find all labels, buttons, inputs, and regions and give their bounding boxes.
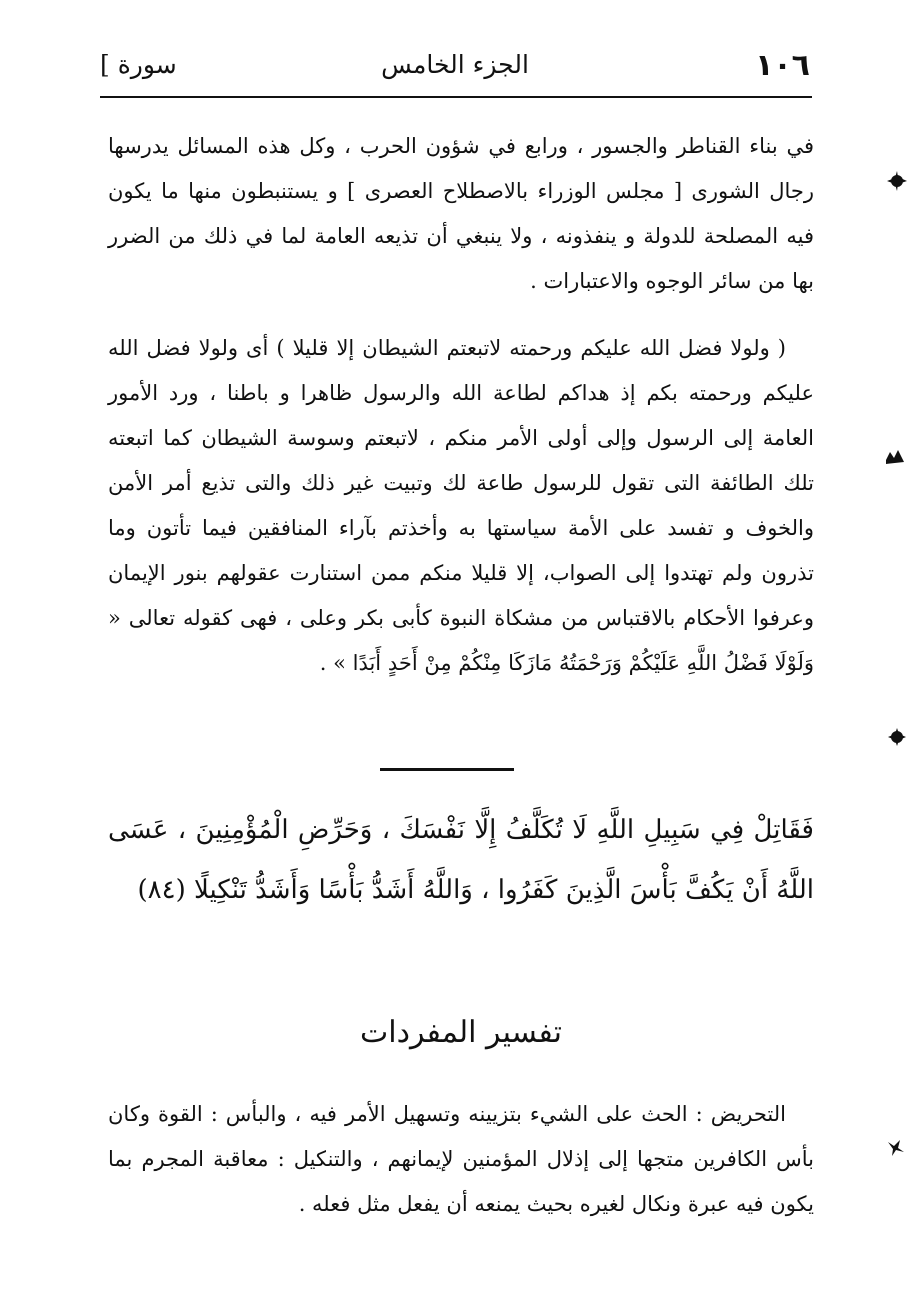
section-heading: تفسير المفردات (360, 1015, 562, 1050)
quran-verse-84: فَقَاتِلْ فِي سَبِيلِ اللَّهِ لَا تُكَلَّفُ إِلَّا نَفْسَكَ ، وَحَرِّضِ الْمُؤْمِنِينَ ، عَسَى اللَّهُ أَنْ يَكُفَّ بَأْسَ الَّذِينَ كَفَرُوا ، وَاللَّهُ أَشَدُّ بَأْسًا وَأَشَدُّ تَنْكِيلًا (٨٤) (108, 815, 814, 905)
ink-blot-mark (884, 446, 906, 468)
page-header (100, 40, 810, 90)
paragraph-commentary-2: ( ولولا فضل الله عليكم ورحمته لاتبعتم الشيطان إلا قليلا ) أى ولولا فضل الله عليكم ورحمته بكم إذ هداكم لطاعة الله والرسول ظاهرا و باطنا ، ورد الأمور العامة إلى الرسول وإلى أولى الأمر منكم ، لاتبعتم وسوسة الشيطان كما اتبعته تلك الطائفة التى تقول للرسول طاعة لك وتبيت غير ذلك والتى تذيع أمر الأمن والخوف و تفسد على الأمة سياستها به وأخذتم بآراء المنافقين فيما تأتون وما تذرون ولم تهتدوا إلى الصواب، إلا قليلا منكم ممن استنارت عقولهم بنور الإيمان وعرفوا الأحكام بالاقتباس من مشكاة النبوة كأبى بكر وعلى ، فهى كقوله تعالى « وَلَوْلَا فَضْلُ اللَّهِ عَلَيْكُمْ وَرَحْمَتُهُ مَازَكَا مِنْكُمْ مِنْ أَحَدٍ أَبَدًا » . (108, 336, 814, 675)
header-rule (100, 96, 812, 98)
paragraph-commentary-1: في بناء القناطر والجسور ، ورابع في شؤون الحرب ، وكل هذه المسائل يدرسها رجال الشورى [ مجلس الوزراء بالاصطلاح العصرى ] و يستنبطون منها ما يكون فيه المصلحة للدولة و ينفذونه ، ولا ينبغي أن تذيعه العامة لما في ذلك من الضرر بها من سائر الوجوه والاعتبارات . (108, 134, 814, 293)
ink-blot-mark (886, 170, 908, 192)
section-divider (380, 768, 514, 771)
surah-label: سورة ] (100, 50, 177, 79)
running-title: الجزء الخامس (381, 50, 529, 79)
paragraph-vocabulary: التحريض : الحث على الشيء بتزيينه وتسهيل الأمر فيه ، والبأس : القوة وكان بأس الكافرين متجها إلى إذلال المؤمنين لإيمانهم ، والتنكيل : معاقبة المجرم بما يكون فيه عبرة ونكال لغيره بحيث يمنعه أن يفعل مثل فعله . (108, 1102, 814, 1216)
ink-blot-mark (886, 726, 908, 748)
page-number: ١٠٦ (755, 48, 810, 83)
ink-blot-mark (884, 1136, 906, 1158)
